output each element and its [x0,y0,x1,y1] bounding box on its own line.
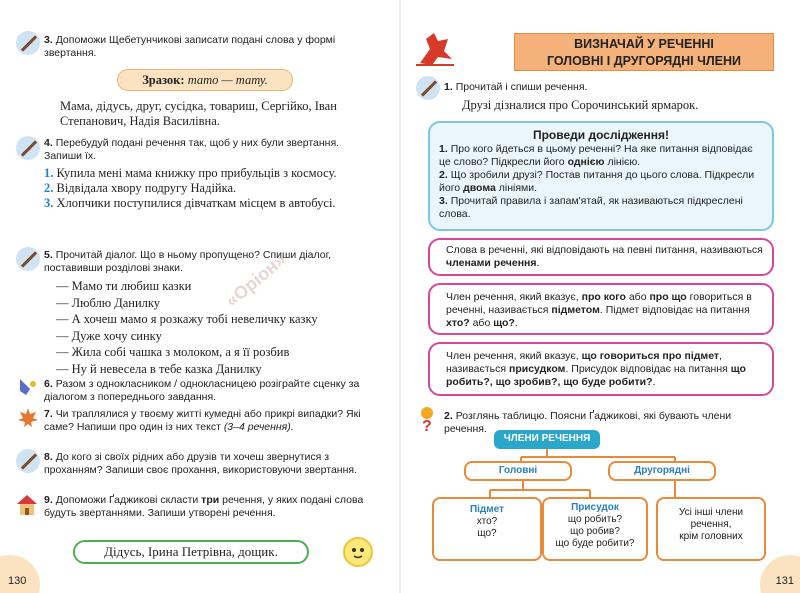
scheme-line: Усі інші члени [678,507,744,518]
rule-1: Слова в реченні, які відповідають на певні питання, називаються членами речення. [428,238,774,276]
scheme-subject-title: Підмет [469,504,505,515]
dialog [56,278,386,377]
dialog-line: — Ну й невесела в тебе казка Данилку [56,361,262,376]
task-text: Допоможи Щебетунчикові записати подані слова у формі звертання. [44,34,336,59]
list-item: 2. Відвідала хвору подругу Надійка. [44,181,237,195]
task-text: Розглянь таблицю. Поясни Ґаджикові, які бувають члени речення. [444,410,732,435]
scheme-line: що робив? [570,526,620,537]
scheme-line: хто? [476,516,498,527]
watermark: «Оріон» [221,249,290,311]
scheme-line: що буде робити? [555,538,635,549]
house-icon [14,492,40,518]
task-1-sentence: Друзі дізналися про Сорочинський ярмарок. [462,98,699,112]
corner-decoration [0,555,40,593]
task-number: 8. [44,451,53,463]
sample-value: тато — тату. [187,73,268,87]
pen-icon [16,136,40,160]
task-text: Перебудуй подані речення так, щоб у них були звертання. Запиши їх. [44,137,340,162]
task-number: 9. [44,494,53,506]
research-item: 3. Прочитай правила і запам'ятай, як називаються підкреслені слова. [439,195,743,220]
task-4 [44,137,374,163]
scheme-line: що робить? [567,514,623,525]
maple-leaf-icon [16,406,40,430]
pen-icon [16,449,40,473]
sample-pill [117,69,293,91]
task-number: 7. [44,408,53,420]
research-item: 1. Про кого йдеться в цьому реченні? На яке питання відповідає це слово? Підкресли його однією лінією. [439,143,753,168]
task-number: 5. [44,249,53,261]
task-3 [44,34,374,60]
sample-label: Зразок: [142,73,185,87]
research-item: 2. Що зробили друзі? Постав питання до цього слова. Підкресли його двома лініями. [439,169,755,194]
scheme-line: речення, [690,519,732,530]
task-text: Прочитай і спиши речення. [455,81,588,93]
task-8 [44,451,374,477]
task-text: До кого зі своїх рідних або друзів ти хочеш звернутися з проханням? Запиши своє прохання, використовуючи звертання. [44,451,358,476]
task-9 [44,494,374,520]
right-page [400,0,800,593]
task-text: Разом з однокласником / однокласницею розіграйте сценку за діалогом з попереднього завдання. [44,378,360,403]
dialog-line: — Мамо ти любиш казки [56,279,192,293]
page-number: 131 [775,575,794,587]
list-item: 1. Купила мені мама книжку про прибульців з космосу. [44,166,337,180]
research-title: Проведи дослідження! [532,128,670,142]
task-text: Допоможи Ґаджикові скласти [55,494,199,506]
task-number: 1. [444,81,453,93]
task-number: 4. [44,137,53,149]
scheme-root: ЧЛЕНИ РЕЧЕННЯ [494,430,600,449]
scheme-secondary-members: Другорядні [608,461,716,481]
svg-text:?: ? [422,418,432,433]
task-4-list [44,166,374,211]
task-number: 3. [44,34,53,46]
smiley-icon [343,537,373,567]
task-6 [44,378,374,404]
dialog-line: — Люблю Данилку [56,295,161,310]
rule-3: Член речення, який вказує, що говориться про підмет, називається присудком. Присудок відповідає на питання що робить?, що зробив?, що буде робити?. [428,342,774,396]
lesson-title: ГОЛОВНІ І ДРУГОРЯДНІ ЧЛЕНИ [546,54,742,68]
task-hint: (3–4 речення). [223,421,294,433]
page-number: 130 [8,575,27,587]
task-text: Чи траплялися у твоєму житті кумедні або прикрі випадки? Які саме? Напиши про один із них текст [44,408,361,433]
list-item: 3. Хлопчики поступилися дівчаткам місцем в автобусі. [44,196,336,210]
task-9-words: Дідусь, Ірина Петрівна, дощик. [73,540,309,564]
scheme-line: що? [477,528,497,539]
dialog-line: — Дуже хочу синку [56,328,162,343]
scheme-predicate-title: Присудок [571,502,619,513]
scheme-subject [432,497,542,561]
task-text-bold: три [201,494,220,506]
task-7 [44,408,374,434]
task-text: Прочитай діалог. Що в ньому пропущено? Спиши діалог, поставивши розділові знаки. [44,249,332,274]
pen-icon [16,31,40,55]
task-text: речення, у яких подані слова будуть звертаннями. Запиши утворені речення. [44,494,364,519]
scheme-predicate [542,497,648,561]
mask-icon [16,375,40,399]
scheme-line: крім головних [679,531,743,542]
task-3-words: Мама, дідусь, друг, сусідка, товариш, Сергійко, Іван Степанович, Надія Василівна. [60,99,337,128]
lesson-title: ВИЗНАЧАЙ У РЕЧЕННІ [574,37,714,51]
pen-icon [16,247,40,271]
dialog-line: — Жила собі чашка з молоком, а я її розбив [56,345,290,359]
rule-2: Член речення, який вказує, про кого або про що говориться в реченні, називається підметом. Підмет відповідає на питання хто? або що?. [428,283,774,335]
task-5 [44,249,374,275]
task-number: 6. [44,378,53,390]
task-number: 2. [444,410,453,422]
dialog-line: — А хочеш мамо я розкажу тобі невеличку казку [56,312,318,326]
scheme-other [656,497,766,561]
scheme-main-members: Головні [464,461,572,481]
